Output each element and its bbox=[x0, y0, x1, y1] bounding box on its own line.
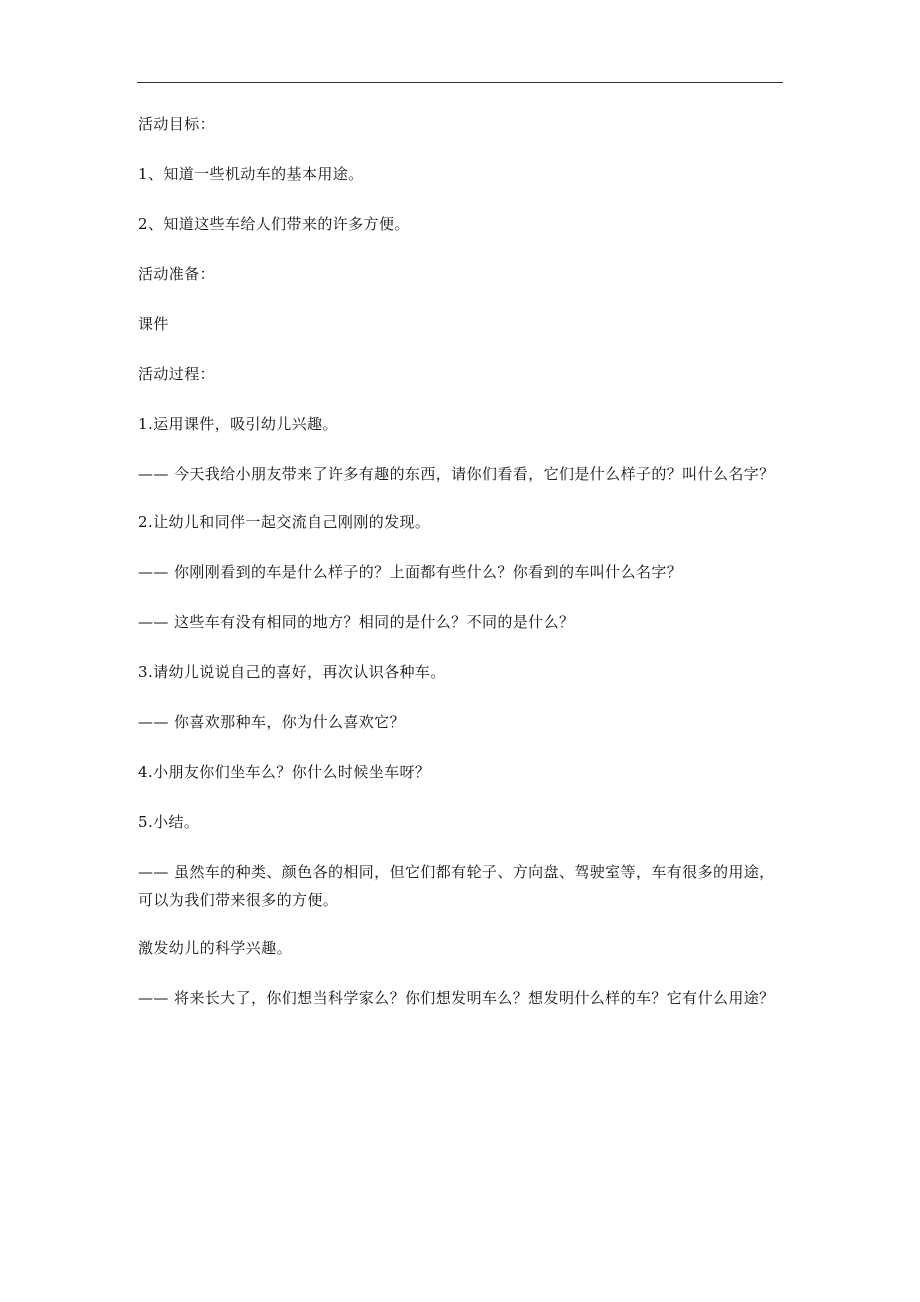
bottom-spacer bbox=[138, 1012, 786, 1022]
dialogue-line: —— 这些车有没有相同的地方？相同的是什么？不同的是什么？ bbox=[138, 613, 575, 631]
goal-item: 1、知道一些机动车的基本用途。 bbox=[138, 165, 364, 183]
section-heading-preparation: 活动准备： bbox=[138, 265, 216, 283]
process-step: 1.运用课件，吸引幼儿兴趣。 bbox=[138, 415, 338, 433]
process-step: 2.让幼儿和同伴一起交流自己刚刚的发现。 bbox=[138, 513, 431, 531]
header-rule bbox=[137, 82, 783, 83]
preparation-item: 课件 bbox=[138, 315, 169, 333]
process-step: 3.请幼儿说说自己的喜好，再次认识各种车。 bbox=[138, 663, 446, 681]
goal-item: 2、知道这些车给人们带来的许多方便。 bbox=[138, 215, 410, 233]
dialogue-line: —— 虽然车的种类、颜色各的相同，但它们都有轮子、方向盘、驾驶室等，车有很多的用途，可以为我们带来很多的方便。 bbox=[138, 863, 775, 909]
process-step: 4.小朋友你们坐车么？你什么时候坐车呀？ bbox=[138, 763, 431, 781]
process-step: 5.小结。 bbox=[138, 813, 200, 831]
dialogue-line: —— 将来长大了，你们想当科学家么？你们想发明车么？想发明什么样的车？它有什么用途？ bbox=[138, 989, 775, 1007]
dialogue-line: —— 今天我给小朋友带来了许多有趣的东西，请你们看看，它们是什么样子的？叫什么名字？ bbox=[138, 465, 775, 483]
document-body bbox=[138, 110, 786, 1022]
section-heading-goals: 活动目标： bbox=[138, 115, 216, 133]
section-heading-process: 活动过程： bbox=[138, 365, 216, 383]
dialogue-line: —— 你刚刚看到的车是什么样子的？上面都有些什么？你看到的车叫什么名字？ bbox=[138, 563, 683, 581]
dialogue-line: —— 你喜欢那种车，你为什么喜欢它？ bbox=[138, 713, 405, 731]
process-step: 激发幼儿的科学兴趣。 bbox=[138, 939, 293, 957]
